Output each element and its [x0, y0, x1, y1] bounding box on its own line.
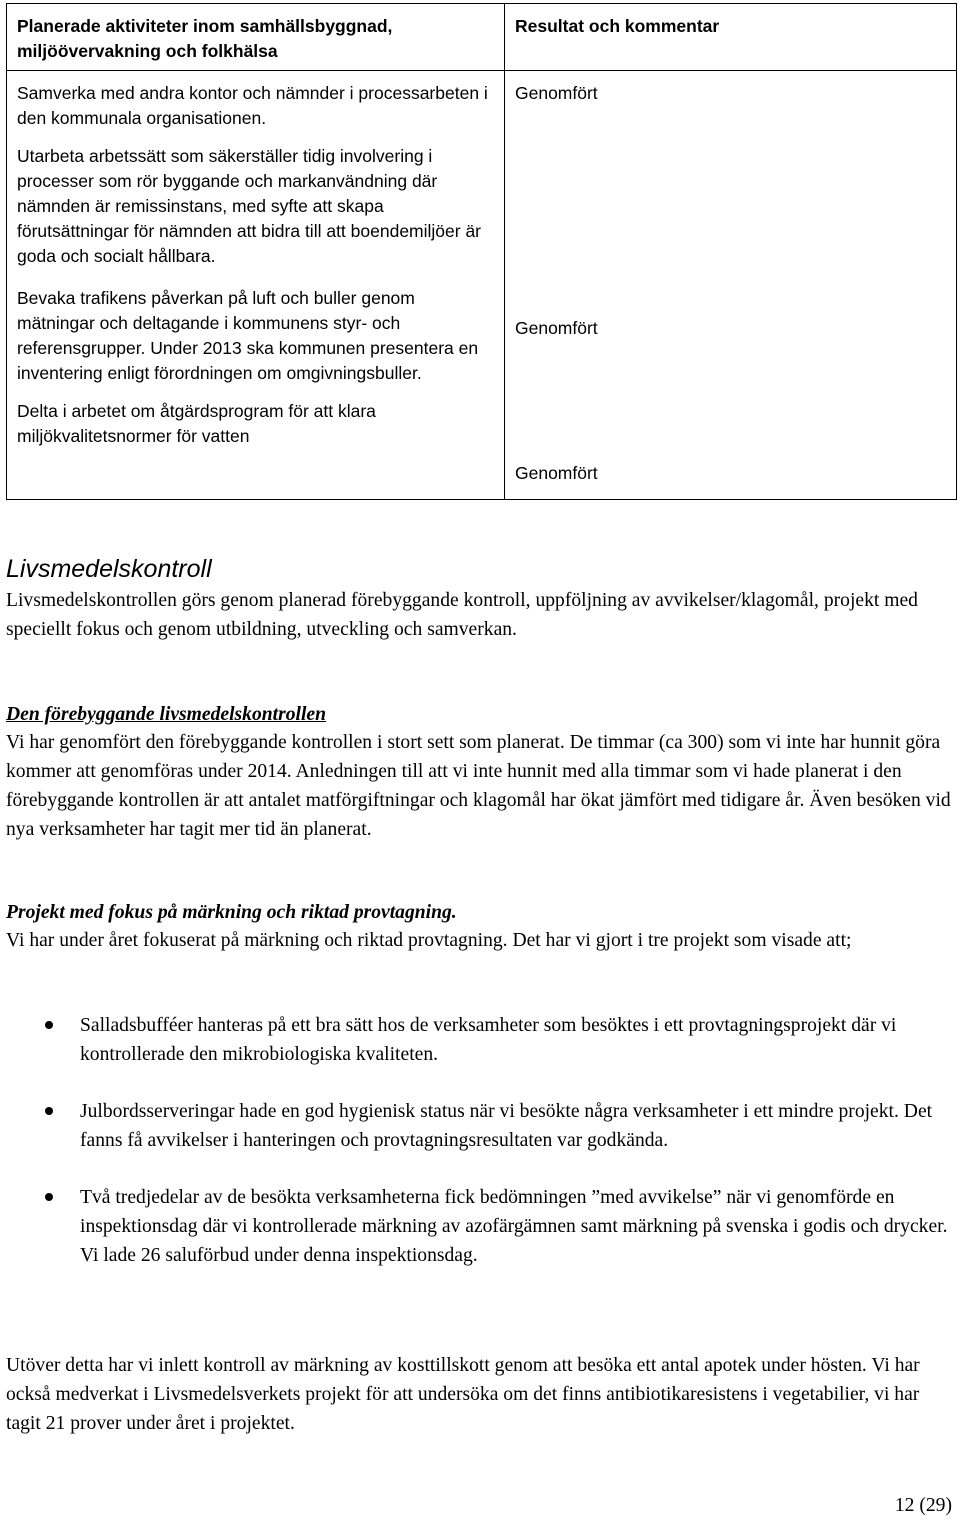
intro-paragraph: Livsmedelskontrollen görs genom planerad förebyggande kontroll, uppföljning av avvikelser/klagomål, projekt med speciellt fokus och genom utbildning, utveckling och samverkan.: [6, 590, 918, 640]
bullet-list: [6, 1011, 956, 1298]
closing-paragraph: Utöver detta har vi inlett kontroll av märkning av kosttillskott genom att besöka ett antal apotek under hösten. Vi har också medverkat i Livsmedelsverkets projekt för att undersöka om det finns antibiotikaresistens i vegetabilier, vi har tagit 21 prover under året i projektet.: [6, 1355, 920, 1434]
header-activities-line2: miljöövervakning och folkhälsa: [17, 41, 278, 61]
header-activities-line1: Planerade aktiviteter inom samhällsbyggnad,: [17, 16, 393, 36]
result-text: Genomfört: [515, 463, 598, 483]
activities-table: [6, 3, 957, 500]
subheading-preventive-control: Den förebyggande livsmedelskontrollen: [6, 704, 327, 725]
list-item: [6, 1183, 956, 1270]
header-activities: [7, 4, 505, 71]
list-item-text: Julbordsserveringar hade en god hygienisk status när vi besökte några verksamheter i ett mindre projekt. Det fanns få avvikelser i hanteringen och provtagningsresultaten var godkända.: [80, 1101, 933, 1151]
result-text: Genomfört: [515, 318, 598, 338]
bullet-icon: [45, 1021, 53, 1029]
bullet-icon: [45, 1193, 53, 1201]
activity-text: Bevaka trafikens påverkan på luft och buller genom mätningar och deltagande i kommunens styr- och referensgrupper. Under 2013 ska kommunen presentera en inventering enligt förordningen om omgivningsbuller.: [17, 288, 479, 383]
section-heading: Livsmedelskontroll: [6, 555, 212, 583]
results-cell: [505, 71, 957, 500]
result-text: Genomfört: [515, 83, 598, 103]
header-results: Resultat och kommentar: [505, 4, 957, 71]
activity-text: Utarbeta arbetssätt som säkerställer tidig involvering i processer som rör byggande och markanvändning där nämnden är remissinstans, med syfte att skapa förutsättningar för nämnden att bidra till att boendemiljöer är goda och socialt hållbara.: [17, 146, 482, 266]
activities-cell: [7, 71, 505, 500]
preventive-control-paragraph: Vi har genomfört den förebyggande kontrollen i stort sett som planerat. De timmar (ca 300) som vi inte har hunnit göra kommer att genomföras under 2014. Anledningen till att vi inte hunnit med alla timmar som vi hade planerat i den förebyggande kontrollen är att antalet matförgiftningar och klagomål har ökat jämfört med tidigare år. Även besöken vid nya verksamheter har tagit mer tid än planerat.: [6, 732, 951, 840]
subheading-projects: Projekt med fokus på märkning och riktad provtagning.: [6, 902, 457, 923]
activity-text: Samverka med andra kontor och nämnder i processarbeten i den kommunala organisationen.: [17, 83, 488, 128]
list-item: [6, 1011, 956, 1069]
page-number: 12 (29): [894, 1495, 952, 1516]
list-item-text: Två tredjedelar av de besökta verksamheterna fick bedömningen ”med avvikelse” när vi genomförde en inspektionsdag där vi kontrollerade märkning av azofärgämnen samt märkning på svenska i godis och drycker. Vi lade 26 saluförbud under denna inspektionsdag.: [80, 1187, 948, 1266]
table-header-row: [7, 4, 957, 71]
bullet-icon: [45, 1107, 53, 1115]
list-item-text: Salladsbufféer hanteras på ett bra sätt hos de verksamheter som besöktes i ett provtagningsprojekt där vi kontrollerade den mikrobiologiska kvaliteten.: [80, 1015, 897, 1065]
table-row: [7, 71, 957, 500]
projects-paragraph: Vi har under året fokuserat på märkning och riktad provtagning. Det har vi gjort i tre projekt som visade att;: [6, 930, 852, 951]
activity-text: Delta i arbetet om åtgärdsprogram för att klara miljökvalitetsnormer för vatten: [17, 401, 376, 446]
list-item: [6, 1097, 956, 1155]
